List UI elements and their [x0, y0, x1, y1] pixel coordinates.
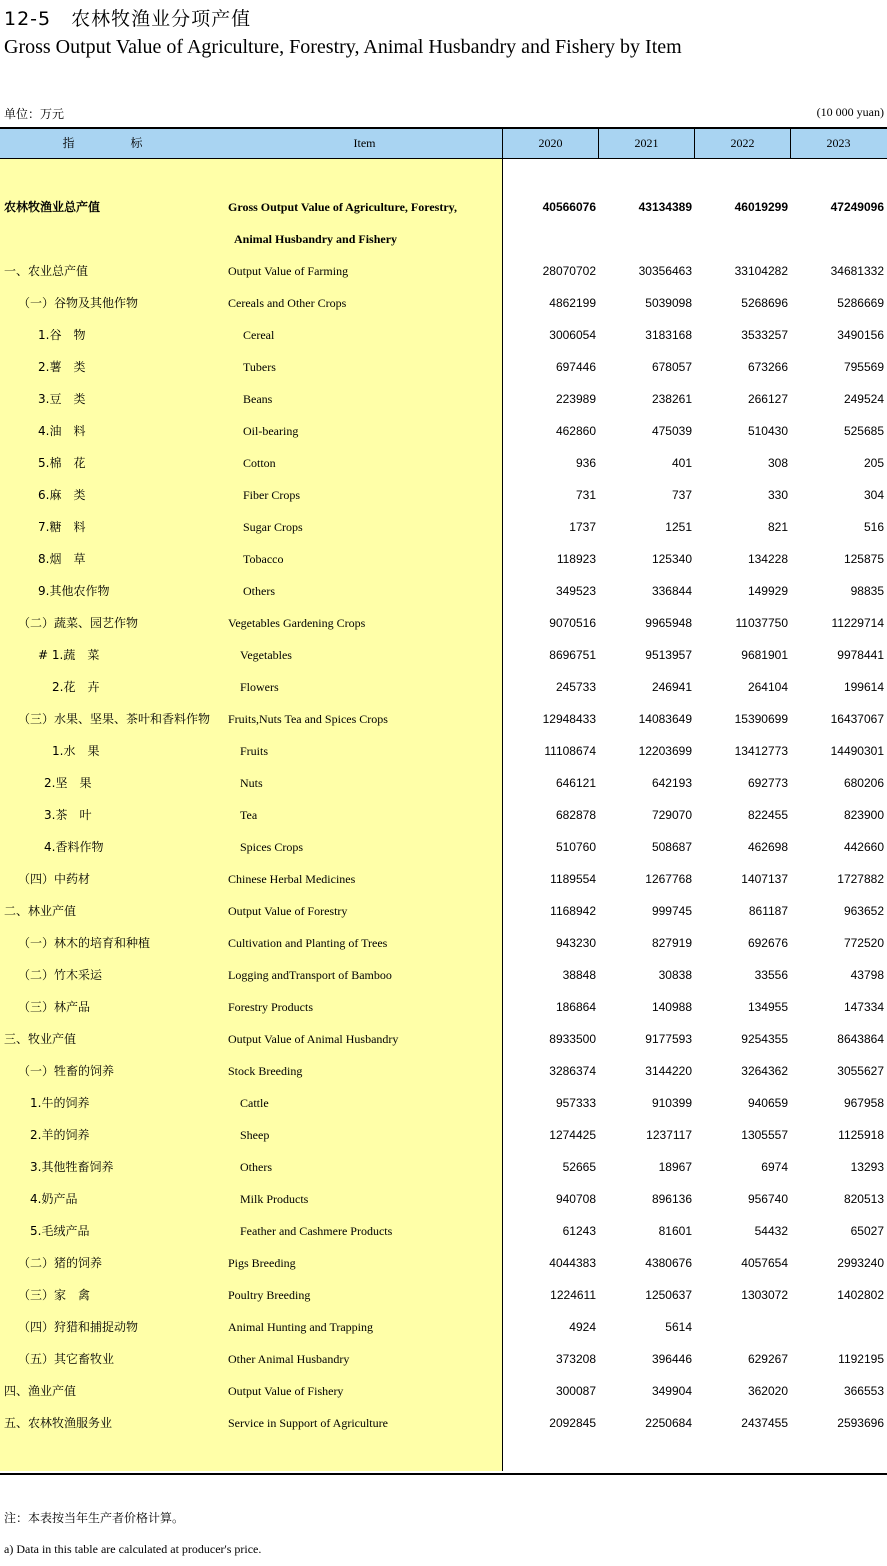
cell-2021: 2250684: [645, 1416, 692, 1430]
cell-2022: 134955: [747, 1000, 788, 1014]
table-row: [0, 607, 887, 639]
table-row: [0, 447, 887, 479]
unit-label-cn: 单位：万元: [4, 107, 65, 121]
cell-2023: 16437067: [830, 712, 884, 726]
row-label-cn: 2.花 卉: [52, 680, 100, 694]
cell-2021: 14083649: [638, 712, 692, 726]
table-row: [0, 831, 887, 863]
cell-2023: 205: [863, 456, 884, 470]
cell-2022: 940659: [747, 1096, 788, 1110]
cell-2021: 678057: [651, 360, 692, 374]
row-label-en: Spices Crops: [240, 840, 303, 854]
cell-2022: 46019299: [734, 200, 788, 214]
row-label-en: Fruits: [240, 744, 269, 758]
row-label-cn: 二、林业产值: [4, 904, 77, 918]
cell-2020: 38848: [562, 968, 596, 982]
cell-2021: 3144220: [645, 1064, 692, 1078]
row-label-en: Output Value of Farming: [228, 264, 349, 278]
row-label-cn: 8.烟 草: [38, 552, 86, 566]
cell-2022: 330: [767, 488, 788, 502]
row-label-cn: （一）谷物及其他作物: [18, 296, 139, 310]
row-label-cn: （二）竹木采运: [18, 968, 103, 982]
cell-2022: [698, 1311, 788, 1343]
table-row: [0, 959, 887, 991]
cell-2022: 5268696: [741, 296, 788, 310]
table-row: [0, 511, 887, 543]
cell-2021: 1250637: [645, 1288, 692, 1302]
table-row: [0, 415, 887, 447]
row-label-en: Tubers: [243, 360, 276, 374]
table-row: [0, 287, 887, 319]
row-label-cn: （三）林产品: [18, 1000, 91, 1014]
cell-2021: 4380676: [645, 1256, 692, 1270]
table-row: [0, 1215, 887, 1247]
row-label-en: Cultivation and Planting of Trees: [228, 936, 388, 950]
row-label-en: Output Value of Animal Husbandry: [228, 1032, 399, 1046]
cell-2022: 3264362: [741, 1064, 788, 1078]
cell-2022: 673266: [747, 360, 788, 374]
cell-2020: 1274425: [549, 1128, 596, 1142]
row-label-en: Stock Breeding: [228, 1064, 303, 1078]
cell-2023: 14490301: [830, 744, 884, 758]
row-label-cn: 3.豆 类: [38, 392, 86, 406]
cell-2022: 822455: [747, 808, 788, 822]
header-year-2020: 2020: [502, 129, 598, 158]
cell-2020: 118923: [556, 552, 596, 566]
cell-2021: 5039098: [645, 296, 692, 310]
row-label-cn: 4.香料作物: [44, 840, 104, 854]
cell-2022: 2437455: [741, 1416, 788, 1430]
cell-2020: 40566076: [542, 200, 596, 214]
cell-2023: 98835: [850, 584, 884, 598]
cell-2020: 4044383: [549, 1256, 596, 1270]
cell-2021: 999745: [651, 904, 692, 918]
cell-2023: 13293: [850, 1160, 884, 1174]
cell-2022: 308: [767, 456, 788, 470]
table-row: [0, 703, 887, 735]
row-label-en: Pigs Breeding: [228, 1256, 296, 1270]
row-label-cn: （四）中药材: [18, 872, 91, 886]
cell-2021: 349904: [651, 1384, 692, 1398]
cell-2021: 5614: [665, 1320, 692, 1334]
cell-2023: 967958: [843, 1096, 884, 1110]
cell-2022: 9681901: [741, 648, 788, 662]
header-indicator: 指 标: [62, 136, 165, 150]
cell-2023: 1192195: [838, 1352, 884, 1366]
table-row: [0, 1151, 887, 1183]
cell-2021: 43134389: [638, 200, 692, 214]
table-title-en: Gross Output Value of Agriculture, Forestry, Animal Husbandry and Fishery by Item: [4, 36, 682, 58]
cell-2020: 957333: [555, 1096, 596, 1110]
cell-2021: 896136: [651, 1192, 692, 1206]
cell-2021: 30356463: [638, 264, 692, 278]
table-row: [0, 319, 887, 351]
cell-2022: 692773: [747, 776, 788, 790]
row-label-en: Animal Hunting and Trapping: [228, 1320, 374, 1334]
cell-2021: 9177593: [645, 1032, 692, 1046]
cell-2023: 3490156: [837, 328, 884, 342]
cell-2022: 266127: [747, 392, 788, 406]
cell-2021: 238261: [651, 392, 692, 406]
table-row: [0, 543, 887, 575]
cell-2023: 680206: [843, 776, 884, 790]
row-label-cn: 7.糖 料: [38, 520, 86, 534]
cell-2020: 510760: [555, 840, 596, 854]
cell-2020: 12948433: [542, 712, 596, 726]
cell-2023: 442660: [843, 840, 884, 854]
cell-2020: 936: [575, 456, 596, 470]
cell-2023: 5286669: [837, 296, 884, 310]
cell-2022: 821: [767, 520, 788, 534]
table-row: [0, 1247, 887, 1279]
cell-2020: 1737: [569, 520, 596, 534]
row-label-en: Gross Output Value of Agriculture, Forestry,: [228, 200, 458, 214]
cell-2022: 1303072: [741, 1288, 788, 1302]
cell-2023: 795569: [843, 360, 884, 374]
cell-2023: 147334: [843, 1000, 884, 1014]
cell-2021: 827919: [651, 936, 692, 950]
cell-2020: 9070516: [549, 616, 596, 630]
cell-2021: 9965948: [645, 616, 692, 630]
table-row: [0, 1343, 887, 1375]
cell-2021: 1251: [665, 520, 692, 534]
header-year-2022: 2022: [694, 129, 790, 158]
cell-2020: 373208: [555, 1352, 596, 1366]
row-label-en: Milk Products: [240, 1192, 309, 1206]
cell-2023: 34681332: [830, 264, 884, 278]
cell-2022: 3533257: [741, 328, 788, 342]
cell-2022: 134228: [747, 552, 788, 566]
cell-2020: 646121: [555, 776, 596, 790]
cell-2023: 125875: [843, 552, 884, 566]
row-label-en: Cereals and Other Crops: [228, 296, 347, 310]
cell-2023: 772520: [843, 936, 884, 950]
cell-2020: 3286374: [549, 1064, 596, 1078]
table-row: [0, 479, 887, 511]
row-label-cn: 四、渔业产值: [4, 1384, 77, 1398]
table-row: [0, 1087, 887, 1119]
table-row: [0, 927, 887, 959]
cell-2023: 43798: [850, 968, 884, 982]
cell-2023: 304: [863, 488, 884, 502]
unit-label-en: (10 000 yuan): [816, 105, 884, 119]
cell-2022: 6974: [761, 1160, 788, 1174]
row-label-en: Fiber Crops: [243, 488, 300, 502]
row-label-en: Others: [243, 584, 275, 598]
cell-2021: 401: [671, 456, 692, 470]
row-label-cn: # 1.蔬 菜: [38, 648, 100, 662]
table-row: [0, 895, 887, 927]
table-row: [0, 1119, 887, 1151]
row-label-en: Others: [240, 1160, 272, 1174]
cell-2021: 396446: [651, 1352, 692, 1366]
row-label-cn: （一）牲畜的饲养: [18, 1064, 115, 1078]
cell-2020: 349523: [555, 584, 596, 598]
cell-2021: 12203699: [638, 744, 692, 758]
row-label-cn: 4.油 料: [38, 424, 86, 438]
cell-2023: 65027: [850, 1224, 884, 1238]
cell-2022: 9254355: [741, 1032, 788, 1046]
table-row: [0, 735, 887, 767]
table-row: [0, 255, 887, 287]
table-row: [0, 1023, 887, 1055]
table-row: [0, 799, 887, 831]
row-label-en: Fruits,Nuts Tea and Spices Crops: [228, 712, 388, 726]
cell-2020: 28070702: [542, 264, 596, 278]
cell-2023: 1727882: [837, 872, 884, 886]
row-label-cn: 2.羊的饲养: [30, 1128, 90, 1142]
cell-2022: 264104: [747, 680, 788, 694]
cell-2020: 1189554: [550, 872, 596, 886]
table-row: [0, 575, 887, 607]
row-label-cn: 1.谷 物: [38, 328, 86, 342]
cell-2021: 1267768: [645, 872, 692, 886]
table-row: [0, 1311, 887, 1343]
table-row: [0, 1279, 887, 1311]
row-label-cn: 4.奶产品: [30, 1192, 78, 1206]
row-label-en: Vegetables Gardening Crops: [228, 616, 366, 630]
row-label-en: Forestry Products: [228, 1000, 313, 1014]
cell-2022: 13412773: [734, 744, 788, 758]
cell-2020: 245733: [555, 680, 596, 694]
table-row: [0, 1055, 887, 1087]
cell-2023: 11229714: [831, 616, 884, 630]
table-row: [0, 383, 887, 415]
row-label-cn: （三）水果、坚果、茶叶和香料作物: [18, 712, 211, 726]
cell-2022: 149929: [747, 584, 788, 598]
cell-2023: 516: [863, 520, 884, 534]
cell-2022: 33104282: [734, 264, 788, 278]
cell-2021: 3183168: [645, 328, 692, 342]
header-year-2021: 2021: [598, 129, 694, 158]
table-row: [0, 991, 887, 1023]
cell-2022: 462698: [747, 840, 788, 854]
footnote-cn: 注：本表按当年生产者价格计算。: [4, 1511, 185, 1525]
cell-2023: 2593696: [837, 1416, 884, 1430]
row-label-cn: 6.麻 类: [38, 488, 86, 502]
cell-2023: 525685: [843, 424, 884, 438]
row-label-cn: 五、农林牧渔服务业: [4, 1416, 113, 1430]
cell-2021: 336844: [651, 584, 692, 598]
cell-2021: 140988: [651, 1000, 692, 1014]
cell-2022: 4057654: [741, 1256, 788, 1270]
cell-2022: 15390699: [734, 712, 788, 726]
row-label-cn: 1.水 果: [52, 744, 100, 758]
table-row: [0, 1375, 887, 1407]
cell-2021: 508687: [651, 840, 692, 854]
row-label-en: Other Animal Husbandry: [228, 1352, 350, 1366]
header-year-2023: 2023: [790, 129, 886, 158]
cell-2023: 823900: [843, 808, 884, 822]
table-row: [0, 1183, 887, 1215]
row-label-en: Cotton: [243, 456, 276, 470]
row-label-en: Output Value of Fishery: [228, 1384, 344, 1398]
cell-2020: 223989: [555, 392, 596, 406]
cell-2020: 3006054: [549, 328, 596, 342]
row-label-cn: 2.薯 类: [38, 360, 86, 374]
table-row-total-cont: [0, 223, 887, 255]
row-label-cn: 3.其他牲畜饲养: [30, 1160, 114, 1174]
cell-2022: 33556: [754, 968, 788, 982]
row-label-cn: 一、农业总产值: [4, 264, 89, 278]
cell-2022: 1305557: [741, 1128, 788, 1142]
row-label-en: Tea: [240, 808, 258, 822]
cell-2021: 737: [671, 488, 692, 502]
cell-2020: 2092845: [549, 1416, 596, 1430]
row-label-en: Sheep: [240, 1128, 270, 1142]
cell-2022: 362020: [747, 1384, 788, 1398]
cell-2020: 731: [575, 488, 596, 502]
cell-2022: 1407137: [741, 872, 788, 886]
table-title-cn: 12-5 农林牧渔业分项产值: [4, 8, 252, 30]
row-label-cn: （三）家 禽: [18, 1288, 91, 1302]
cell-2023: 820513: [843, 1192, 884, 1206]
cell-2020: 11108674: [544, 744, 596, 758]
row-label-en: Feather and Cashmere Products: [240, 1224, 393, 1238]
cell-2020: 4924: [569, 1320, 596, 1334]
row-label-cn: （二）蔬菜、园艺作物: [18, 616, 139, 630]
cell-2021: 642193: [651, 776, 692, 790]
cell-2021: 1237117: [646, 1128, 692, 1142]
table-row: [0, 671, 887, 703]
cell-2022: 956740: [747, 1192, 788, 1206]
cell-2020: 52665: [562, 1160, 596, 1174]
cell-2020: 682878: [555, 808, 596, 822]
cell-2022: 11037750: [735, 616, 788, 630]
cell-2021: 30838: [658, 968, 692, 982]
row-label-en: Sugar Crops: [243, 520, 303, 534]
table-row: [0, 351, 887, 383]
table-row: [0, 1407, 887, 1439]
row-label-cn: （一）林木的培育和种植: [18, 936, 151, 950]
table-row: [0, 639, 887, 671]
cell-2022: 692676: [747, 936, 788, 950]
cell-2020: 4862199: [549, 296, 596, 310]
row-label-cn: （五）其它畜牧业: [18, 1352, 115, 1366]
row-label-en: Oil-bearing: [243, 424, 299, 438]
row-label-en: Cereal: [243, 328, 275, 342]
table-row: [0, 767, 887, 799]
table-header: [0, 129, 887, 159]
cell-2021: 246941: [651, 680, 692, 694]
row-label-en: Service in Support of Agriculture: [228, 1416, 388, 1430]
cell-2022: 861187: [748, 904, 788, 918]
cell-2020: 8696751: [549, 648, 596, 662]
cell-2020: 462860: [555, 424, 596, 438]
row-label-en: Vegetables: [240, 648, 292, 662]
cell-2022: 54432: [754, 1224, 788, 1238]
row-label-en-cont: Animal Husbandry and Fishery: [234, 232, 398, 246]
footnote-en: a) Data in this table are calculated at producer's price.: [4, 1542, 262, 1556]
row-label-cn: 5.棉 花: [38, 456, 86, 470]
row-label-en: Output Value of Forestry: [228, 904, 348, 918]
cell-2023: 8643864: [837, 1032, 884, 1046]
row-label-cn: 三、牧业产值: [4, 1032, 77, 1046]
cell-2020: 300087: [555, 1384, 596, 1398]
cell-2022: 629267: [747, 1352, 788, 1366]
row-label-cn: 1.牛的饲养: [30, 1096, 90, 1110]
cell-2020: 1224611: [550, 1288, 596, 1302]
cell-2023: 366553: [843, 1384, 884, 1398]
cell-2021: 18967: [658, 1160, 692, 1174]
table-row-total: [0, 191, 887, 223]
row-label-en: Cattle: [240, 1096, 269, 1110]
cell-2023: [794, 1311, 884, 1343]
cell-2023: 1402802: [837, 1288, 884, 1302]
cell-2023: 3055627: [837, 1064, 884, 1078]
row-label-cn: 9.其他农作物: [38, 584, 110, 598]
cell-2023: 1125918: [838, 1128, 884, 1142]
cell-2021: 9513957: [645, 648, 692, 662]
row-label-cn: （四）狩猎和捕捉动物: [18, 1320, 139, 1334]
row-label-cn: （二）猪的饲养: [18, 1256, 103, 1270]
cell-2023: 199614: [843, 680, 884, 694]
cell-2023: 9978441: [837, 648, 884, 662]
data-table: [0, 127, 887, 1475]
cell-2020: 61243: [562, 1224, 596, 1238]
row-label-en: Flowers: [240, 680, 279, 694]
cell-2023: 963652: [843, 904, 884, 918]
cell-2020: 186864: [555, 1000, 596, 1014]
row-label-cn: 2.坚 果: [44, 776, 92, 790]
row-label-en: Tobacco: [243, 552, 284, 566]
row-label-en: Chinese Herbal Medicines: [228, 872, 356, 886]
cell-2021: 729070: [651, 808, 692, 822]
cell-2020: 943230: [555, 936, 596, 950]
cell-2020: 8933500: [549, 1032, 596, 1046]
row-label-cn: 3.茶 叶: [44, 808, 92, 822]
cell-2021: 475039: [651, 424, 692, 438]
cell-2021: 910399: [651, 1096, 692, 1110]
header-item: Item: [353, 136, 376, 150]
cell-2023: 47249096: [830, 200, 884, 214]
cell-2021: 125340: [651, 552, 692, 566]
row-label-cn: 农林牧渔业总产值: [4, 200, 101, 214]
cell-2020: 1168942: [550, 904, 596, 918]
row-label-en: Poultry Breeding: [228, 1288, 311, 1302]
row-label-en: Logging andTransport of Bamboo: [228, 968, 392, 982]
table-row: [0, 863, 887, 895]
cell-2021: 81601: [658, 1224, 692, 1238]
row-label-en: Beans: [243, 392, 273, 406]
cell-2023: 249524: [843, 392, 884, 406]
cell-2020: 697446: [555, 360, 596, 374]
cell-2023: 2993240: [837, 1256, 884, 1270]
cell-2022: 510430: [747, 424, 788, 438]
row-label-cn: 5.毛绒产品: [30, 1224, 90, 1238]
cell-2020: 940708: [555, 1192, 596, 1206]
row-label-en: Nuts: [240, 776, 263, 790]
